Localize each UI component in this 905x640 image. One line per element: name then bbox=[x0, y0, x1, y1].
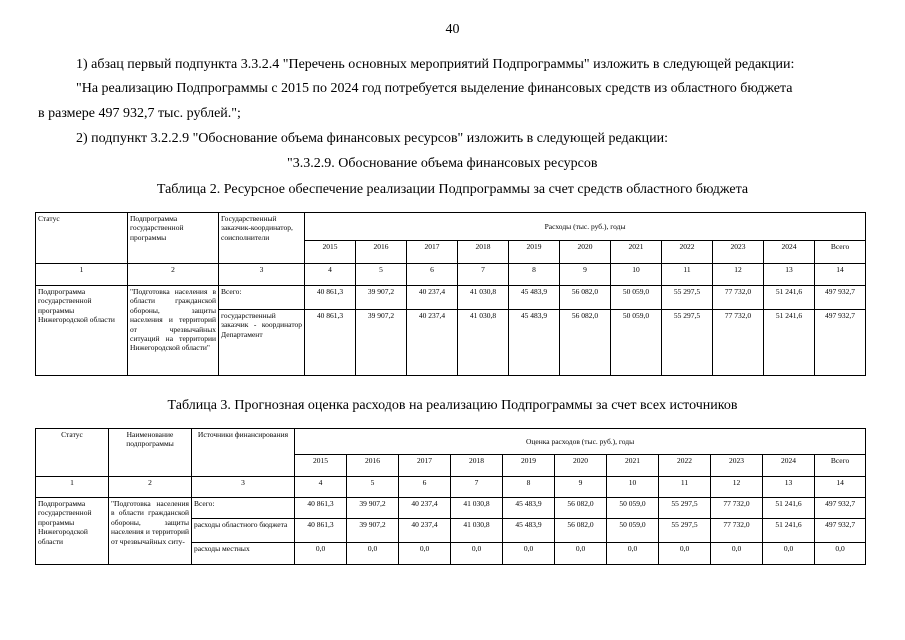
t3-cell: 40 861,3 bbox=[295, 519, 347, 543]
t2-year-6: 2021 bbox=[611, 241, 662, 264]
t3-cell: 45 483,9 bbox=[503, 519, 555, 543]
t3-row-label: расходы местных bbox=[192, 543, 295, 565]
t3-year-8: 2023 bbox=[711, 455, 763, 477]
table-3 bbox=[35, 428, 866, 565]
table-row bbox=[36, 286, 866, 310]
t2-index-7: 8 bbox=[509, 264, 560, 286]
t3-cell: 40 861,3 bbox=[295, 498, 347, 519]
section-heading: "3.3.2.9. Обоснование объема финансовых ресурсов bbox=[287, 156, 598, 171]
t2-cell: 497 932,7 bbox=[815, 310, 866, 376]
t2-index-6: 7 bbox=[458, 264, 509, 286]
t2-index-12: 13 bbox=[764, 264, 815, 286]
t3-index-1: 2 bbox=[109, 477, 192, 498]
t3-header-estimate: Оценка расходов (тыс. руб.), годы bbox=[295, 429, 866, 455]
t3-cell: 40 237,4 bbox=[399, 519, 451, 543]
t3-index-6: 7 bbox=[451, 477, 503, 498]
t2-year-7: 2022 bbox=[662, 241, 713, 264]
table-row bbox=[36, 498, 866, 519]
t3-cell: 39 907,2 bbox=[347, 519, 399, 543]
t3-cell: 0,0 bbox=[815, 543, 866, 565]
t2-cell: 56 082,0 bbox=[560, 310, 611, 376]
t2-cell: 40 237,4 bbox=[407, 310, 458, 376]
t2-name-cell: "Подготовка населения в области гражданской обороны, защиты населения и территорий от чрезвычайных ситуаций на территории Нижегородской области" bbox=[128, 286, 219, 376]
t3-year-4: 2019 bbox=[503, 455, 555, 477]
t2-cell: 41 030,8 bbox=[458, 310, 509, 376]
t3-year-5: 2020 bbox=[555, 455, 607, 477]
t2-year-9: 2024 bbox=[764, 241, 815, 264]
t3-index-8: 9 bbox=[555, 477, 607, 498]
t2-index-13: 14 bbox=[815, 264, 866, 286]
paragraph-2-line-2: в размере 497 932,7 тыс. рублей."; bbox=[38, 106, 241, 121]
t3-status-cell: Подпрограмма государственной программы Нижегородской области bbox=[36, 498, 109, 565]
t3-index-0: 1 bbox=[36, 477, 109, 498]
t2-year-4: 2019 bbox=[509, 241, 560, 264]
t2-cell: 45 483,9 bbox=[509, 286, 560, 310]
t2-cell: 56 082,0 bbox=[560, 286, 611, 310]
t3-cell: 51 241,6 bbox=[763, 498, 815, 519]
t2-index-8: 9 bbox=[560, 264, 611, 286]
t2-cell: 45 483,9 bbox=[509, 310, 560, 376]
t3-year-9: 2024 bbox=[763, 455, 815, 477]
t2-year-3: 2018 bbox=[458, 241, 509, 264]
t3-cell: 0,0 bbox=[659, 543, 711, 565]
t3-cell: 497 932,7 bbox=[815, 519, 866, 543]
t3-cell: 45 483,9 bbox=[503, 498, 555, 519]
t3-cell: 0,0 bbox=[763, 543, 815, 565]
t3-cell: 0,0 bbox=[295, 543, 347, 565]
table-3-caption: Таблица 3. Прогнозная оценка расходов на реализацию Подпрограммы за счет всех источников bbox=[167, 398, 738, 413]
t3-cell: 41 030,8 bbox=[451, 519, 503, 543]
t3-index-13: 14 bbox=[815, 477, 866, 498]
t3-index-3: 4 bbox=[295, 477, 347, 498]
t2-index-4: 5 bbox=[356, 264, 407, 286]
t3-cell: 0,0 bbox=[451, 543, 503, 565]
t2-header-expenses: Расходы (тыс. руб.), годы bbox=[305, 213, 866, 241]
t2-cell: 41 030,8 bbox=[458, 286, 509, 310]
t2-index-3: 4 bbox=[305, 264, 356, 286]
t2-cell: 55 297,5 bbox=[662, 310, 713, 376]
t3-cell: 55 297,5 bbox=[659, 519, 711, 543]
t2-year-0: 2015 bbox=[305, 241, 356, 264]
t2-cell: 50 059,0 bbox=[611, 310, 662, 376]
t3-index-10: 11 bbox=[659, 477, 711, 498]
t3-name-cell: "Подготовка населения в области гражданской обороны, защиты населения и территорий от чрезвычайных ситу- bbox=[109, 498, 192, 565]
t3-cell: 77 732,0 bbox=[711, 498, 763, 519]
t3-cell: 56 082,0 bbox=[555, 498, 607, 519]
t3-index-11: 12 bbox=[711, 477, 763, 498]
t3-cell: 51 241,6 bbox=[763, 519, 815, 543]
paragraph-1: 1) абзац первый подпункта 3.3.2.4 "Перечень основных мероприятий Подпрограммы" изложить в следующей редакции: bbox=[76, 57, 795, 72]
t2-index-0: 1 bbox=[36, 264, 128, 286]
t3-cell: 0,0 bbox=[503, 543, 555, 565]
t2-year-5: 2020 bbox=[560, 241, 611, 264]
t3-cell: 40 237,4 bbox=[399, 498, 451, 519]
t2-header-status: Статус bbox=[36, 213, 128, 264]
table-2-caption: Таблица 2. Ресурсное обеспечение реализации Подпрограммы за счет средств областного бюджета bbox=[156, 182, 749, 197]
t2-row-label: государственный заказчик - координатор Департамент bbox=[219, 310, 305, 376]
t2-cell: 40 237,4 bbox=[407, 286, 458, 310]
t2-index-2: 3 bbox=[219, 264, 305, 286]
t3-index-4: 5 bbox=[347, 477, 399, 498]
t2-cell: 40 861,3 bbox=[305, 310, 356, 376]
paragraph-2-line-1: "На реализацию Подпрограммы с 2015 по 2024 год потребуется выделение финансовых средств из областного бюджета bbox=[76, 81, 793, 96]
t3-index-2: 3 bbox=[192, 477, 295, 498]
t2-index-1: 2 bbox=[128, 264, 219, 286]
t2-cell: 55 297,5 bbox=[662, 286, 713, 310]
t3-year-0: 2015 bbox=[295, 455, 347, 477]
t3-index-9: 10 bbox=[607, 477, 659, 498]
t2-index-9: 10 bbox=[611, 264, 662, 286]
t3-cell: 0,0 bbox=[347, 543, 399, 565]
t3-cell: 50 059,0 bbox=[607, 519, 659, 543]
t3-index-12: 13 bbox=[763, 477, 815, 498]
t2-cell: 51 241,6 bbox=[764, 286, 815, 310]
t3-header-status: Статус bbox=[36, 429, 109, 477]
t2-cell: 40 861,3 bbox=[305, 286, 356, 310]
page-number: 40 bbox=[445, 22, 460, 37]
t3-cell: 497 932,7 bbox=[815, 498, 866, 519]
t2-status-cell: Подпрограмма государственной программы Нижегородской области bbox=[36, 286, 128, 376]
t3-cell: 77 732,0 bbox=[711, 519, 763, 543]
t3-year-3: 2018 bbox=[451, 455, 503, 477]
t2-index-11: 12 bbox=[713, 264, 764, 286]
t2-index-10: 11 bbox=[662, 264, 713, 286]
t3-row-label: Всего: bbox=[192, 498, 295, 519]
t3-cell: 0,0 bbox=[711, 543, 763, 565]
t2-cell: 77 732,0 bbox=[713, 286, 764, 310]
t3-cell: 41 030,8 bbox=[451, 498, 503, 519]
t2-cell: 497 932,7 bbox=[815, 286, 866, 310]
t3-cell: 50 059,0 bbox=[607, 498, 659, 519]
t3-year-7: 2022 bbox=[659, 455, 711, 477]
t2-cell: 39 907,2 bbox=[356, 310, 407, 376]
t3-index-5: 6 bbox=[399, 477, 451, 498]
t3-year-2: 2017 bbox=[399, 455, 451, 477]
t2-year-8: 2023 bbox=[713, 241, 764, 264]
t2-index-5: 6 bbox=[407, 264, 458, 286]
paragraph-3: 2) подпункт 3.2.2.9 "Обоснование объема финансовых ресурсов" изложить в следующей редакции: bbox=[76, 131, 669, 146]
t3-year-10: Всего bbox=[815, 455, 866, 477]
t2-header-name: Подпрограмма государственной программы bbox=[128, 213, 219, 264]
t2-cell: 50 059,0 bbox=[611, 286, 662, 310]
t3-header-source: Источники финансирования bbox=[192, 429, 295, 477]
t3-index-7: 8 bbox=[503, 477, 555, 498]
t2-header-customer: Государственный заказчик-координатор, соисполнители bbox=[219, 213, 305, 264]
table-2 bbox=[35, 212, 866, 376]
t3-year-1: 2016 bbox=[347, 455, 399, 477]
t2-year-10: Всего bbox=[815, 241, 866, 264]
t2-cell: 77 732,0 bbox=[713, 310, 764, 376]
t2-year-2: 2017 bbox=[407, 241, 458, 264]
t3-cell: 0,0 bbox=[555, 543, 607, 565]
t3-year-6: 2021 bbox=[607, 455, 659, 477]
t3-row-label: расходы областного бюджета bbox=[192, 519, 295, 543]
t2-cell: 51 241,6 bbox=[764, 310, 815, 376]
t2-row-label: Всего: bbox=[219, 286, 305, 310]
t2-year-1: 2016 bbox=[356, 241, 407, 264]
t3-header-name: Наименование подпрограммы bbox=[109, 429, 192, 477]
t3-cell: 39 907,2 bbox=[347, 498, 399, 519]
t2-cell: 39 907,2 bbox=[356, 286, 407, 310]
t3-cell: 0,0 bbox=[399, 543, 451, 565]
t3-cell: 0,0 bbox=[607, 543, 659, 565]
t3-cell: 55 297,5 bbox=[659, 498, 711, 519]
t3-cell: 56 082,0 bbox=[555, 519, 607, 543]
